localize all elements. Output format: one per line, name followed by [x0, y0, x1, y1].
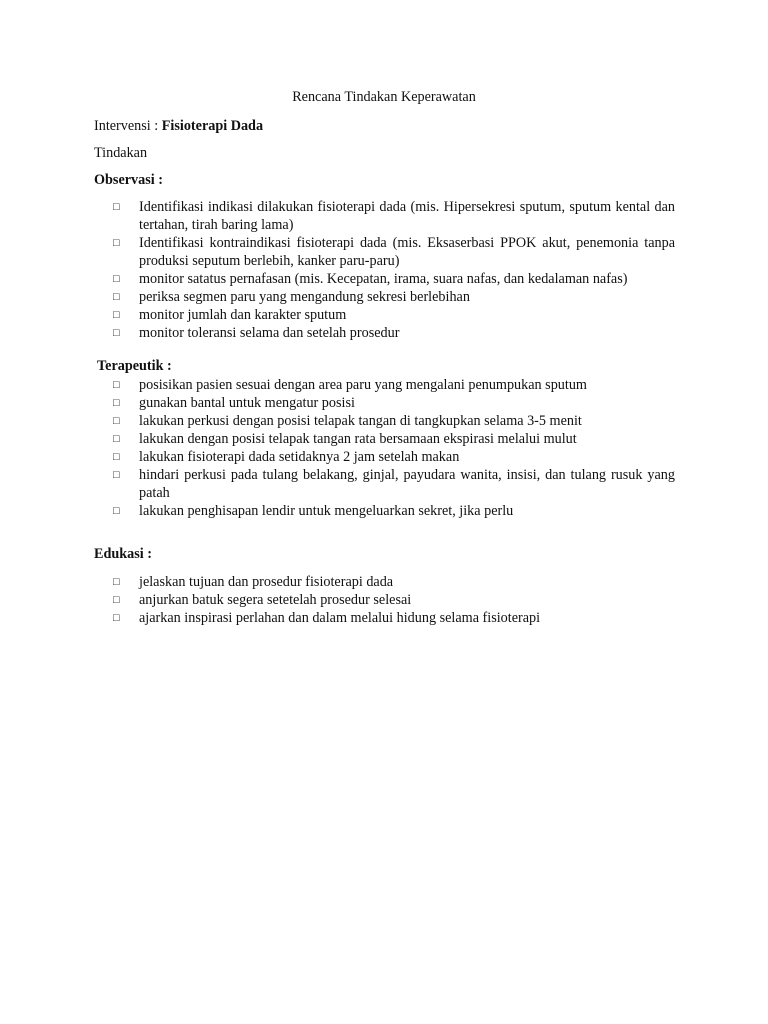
- list-item: [113, 234, 675, 270]
- list-item-text: lakukan perkusi dengan posisi telapak tangan di tangkupkan selama 3-5 menit: [139, 413, 582, 429]
- list-item: [113, 609, 675, 627]
- checkbox-icon: □: [113, 291, 120, 303]
- list-item: [113, 376, 675, 394]
- list-item: [113, 394, 675, 412]
- checkbox-icon: □: [113, 594, 120, 606]
- list-item-text: anjurkan batuk segera setetelah prosedur selesai: [139, 592, 412, 608]
- list-item-text: periksa segmen paru yang mengandung sekresi berlebihan: [139, 289, 470, 305]
- list-item-text: monitor toleransi selama dan setelah prosedur: [139, 325, 400, 341]
- intervensi-label: Intervensi :: [94, 118, 159, 134]
- terapeutik-list: [113, 376, 675, 520]
- observasi-list: [113, 198, 675, 342]
- intervensi-line: [94, 117, 263, 135]
- list-item: [113, 430, 675, 448]
- list-item-text: lakukan dengan posisi telapak tangan rata bersamaan ekspirasi melalui mulut: [139, 431, 577, 447]
- list-item-text: lakukan penghisapan lendir untuk mengeluarkan sekret, jika perlu: [139, 503, 514, 519]
- list-item-text: posisikan pasien sesuai dengan area paru yang mengalani penumpukan sputum: [139, 377, 587, 393]
- list-item-text: monitor jumlah dan karakter sputum: [139, 307, 347, 323]
- checkbox-icon: □: [113, 433, 120, 445]
- checkbox-icon: □: [113, 397, 120, 409]
- intervensi-value: Fisioterapi Dada: [161, 118, 264, 134]
- list-item-text: hindari perkusi pada tulang belakang, ginjal, payudara wanita, insisi, dan tulang rusuk yang patah: [139, 467, 675, 501]
- list-item-text: lakukan fisioterapi dada setidaknya 2 jam setelah makan: [139, 449, 460, 465]
- checkbox-icon: □: [113, 237, 120, 249]
- list-item: [113, 466, 675, 502]
- list-item: [113, 306, 675, 324]
- list-item: [113, 324, 675, 342]
- list-item-text: ajarkan inspirasi perlahan dan dalam melalui hidung selama fisioterapi: [139, 610, 541, 626]
- checkbox-icon: □: [113, 327, 120, 339]
- checkbox-icon: □: [113, 379, 120, 391]
- list-item-text: jelaskan tujuan dan prosedur fisioterapi dada: [139, 574, 394, 590]
- tindakan-label: Tindakan: [94, 145, 148, 161]
- list-item-text: Identifikasi kontraindikasi fisioterapi dada (mis. Eksaserbasi PPOK akut, penemonia tanpa produksi seputum berlebih, kanker paru-paru): [139, 235, 675, 269]
- list-item-text: gunakan bantal untuk mengatur posisi: [139, 395, 355, 411]
- list-item: [113, 591, 675, 609]
- checkbox-icon: □: [113, 451, 120, 463]
- list-item: [113, 448, 675, 466]
- list-item-text: Identifikasi indikasi dilakukan fisioterapi dada (mis. Hipersekresi sputum, sputum kental dan tertahan, tirah baring lama): [139, 199, 675, 233]
- checkbox-icon: □: [113, 201, 120, 213]
- terapeutik-heading: Terapeutik :: [97, 358, 172, 374]
- checkbox-icon: □: [113, 612, 120, 624]
- checkbox-icon: □: [113, 309, 120, 321]
- document-title: Rencana Tindakan Keperawatan: [292, 89, 476, 105]
- checkbox-icon: □: [113, 505, 120, 517]
- checkbox-icon: □: [113, 469, 120, 481]
- list-item: [113, 270, 675, 288]
- list-item: [113, 198, 675, 234]
- list-item: [113, 502, 675, 520]
- edukasi-heading: Edukasi :: [94, 546, 152, 562]
- list-item: [113, 288, 675, 306]
- list-item-text: monitor satatus pernafasan (mis. Kecepatan, irama, suara nafas, dan kedalaman nafas): [139, 271, 628, 287]
- list-item: [113, 412, 675, 430]
- list-item: [113, 573, 675, 591]
- checkbox-icon: □: [113, 415, 120, 427]
- checkbox-icon: □: [113, 576, 120, 588]
- checkbox-icon: □: [113, 273, 120, 285]
- edukasi-list: [113, 573, 675, 627]
- observasi-heading: Observasi :: [94, 172, 163, 188]
